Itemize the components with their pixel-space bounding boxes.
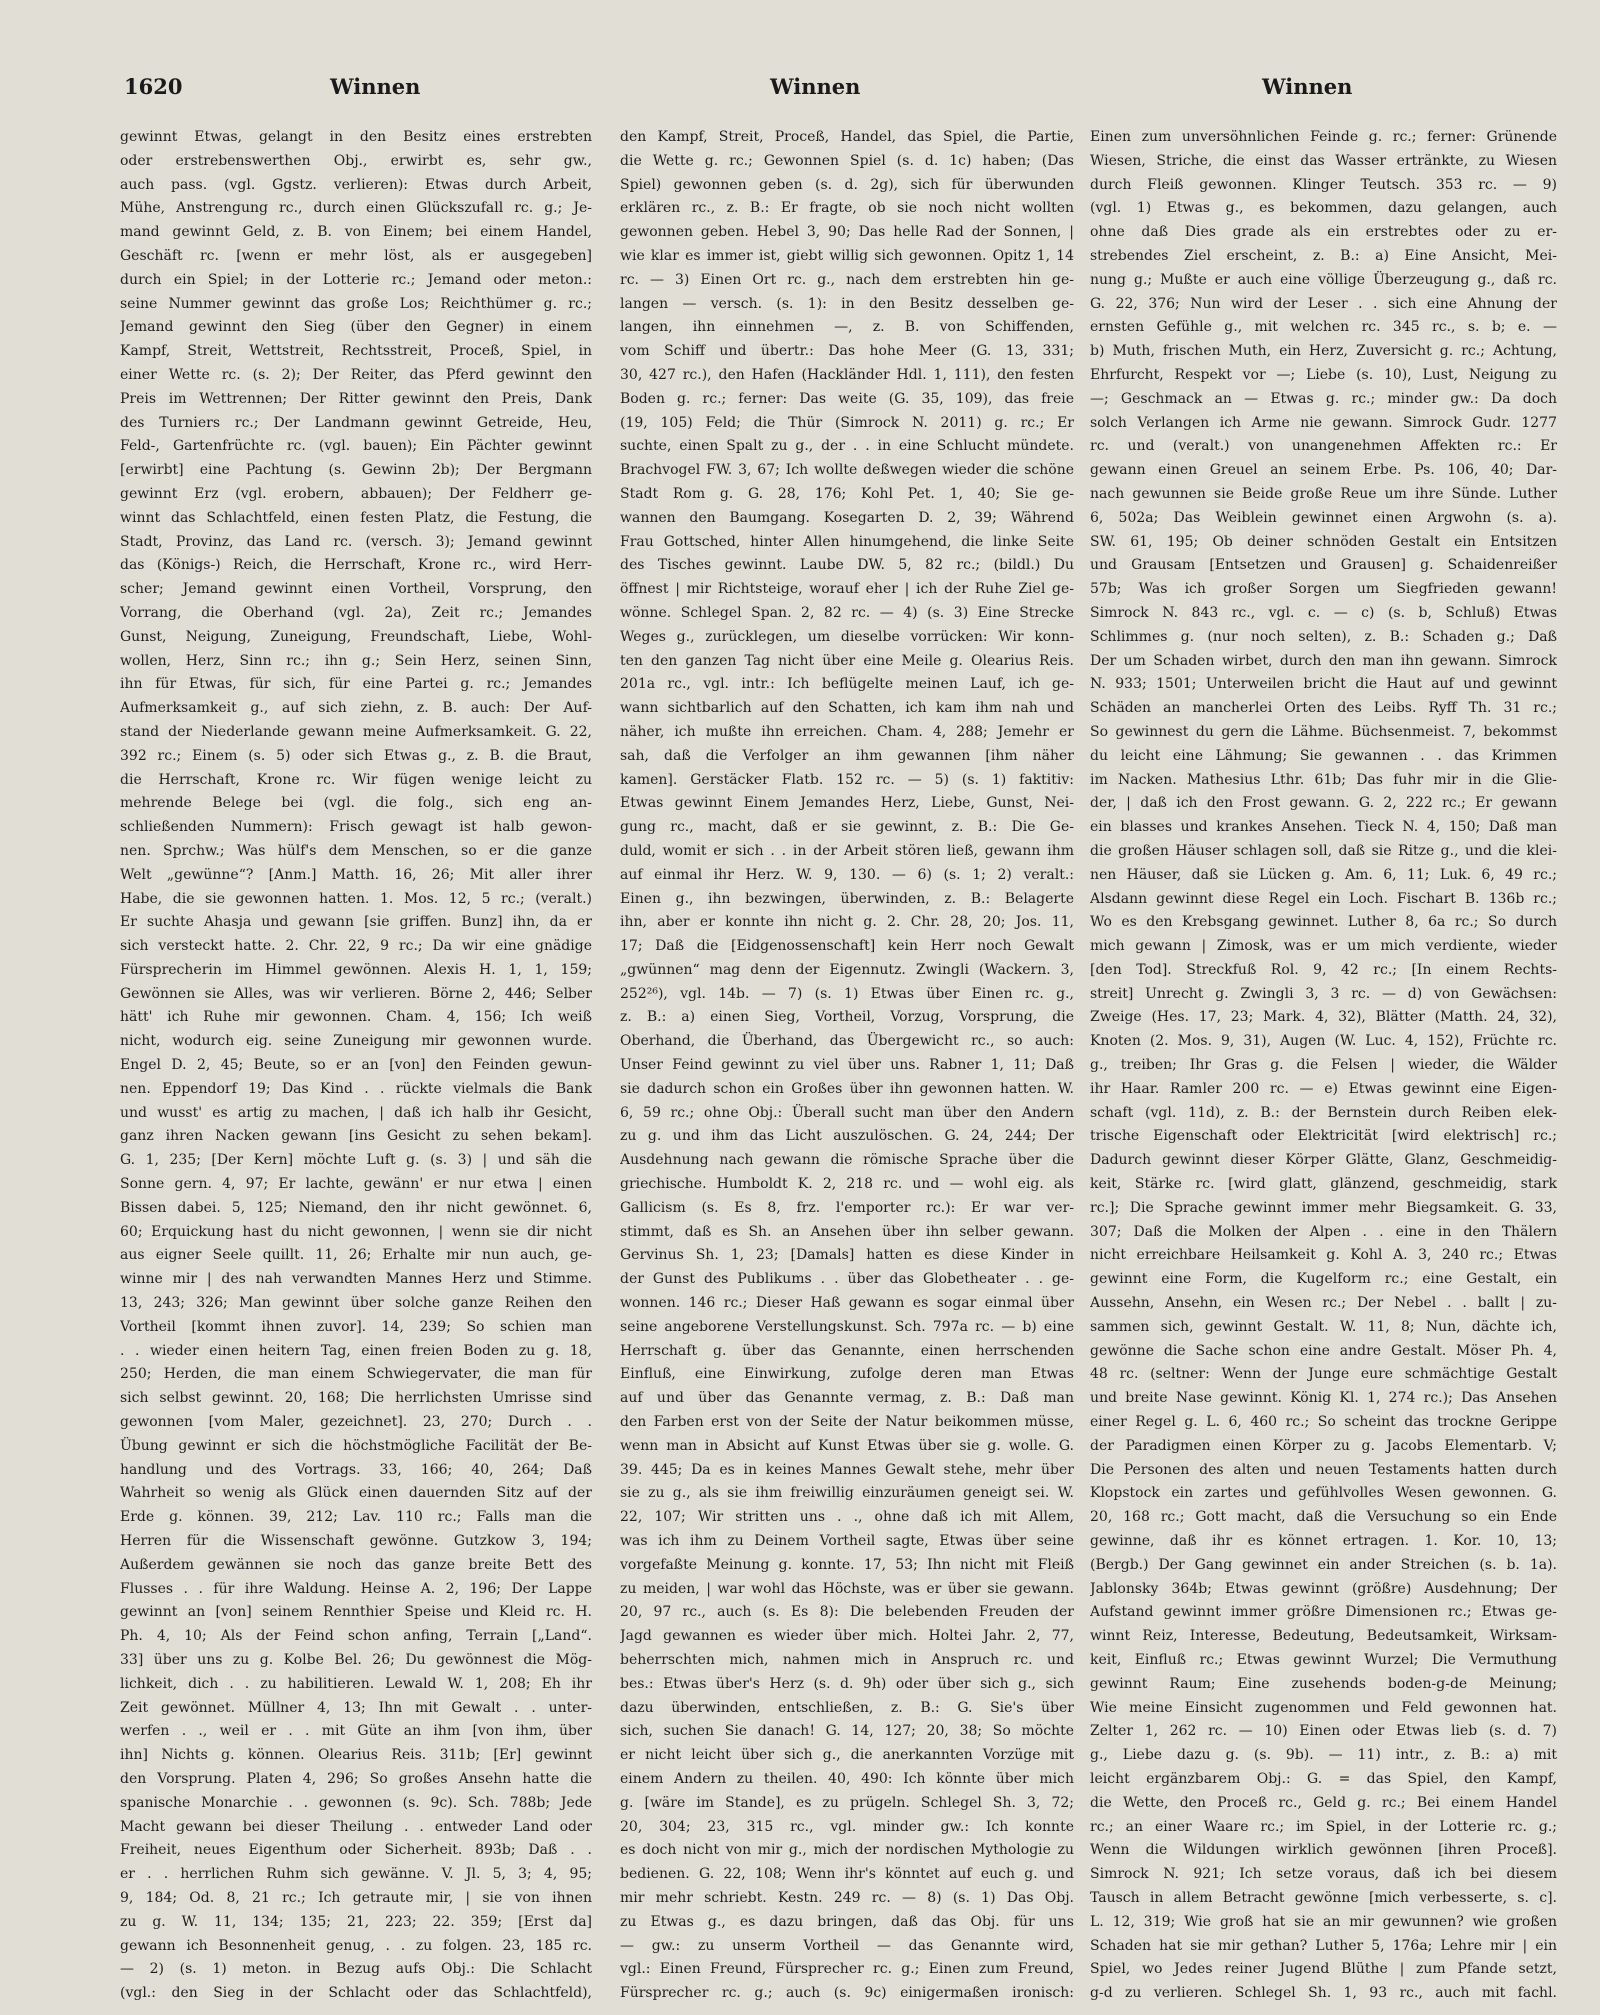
text-line: schließenden Nummern): Frisch gewagt ist halb gewon- [120,819,592,836]
text-line: zu Etwas g., es dazu bringen, daß das Obj. für uns [620,1913,1074,1930]
text-line: vgl.: Einen Freund, Fürsprecher rc. g.; Einen zum Freund, [620,1961,1074,1978]
text-line: Fürsprecherin im Himmel gewönnen. Alexis H. 1, 1, 159; [120,961,592,978]
text-line: nicht, wodurch eig. seine Zuneigung mir gewonnen wurde. [120,1033,592,1050]
text-line: zu g. und ihm das Licht auszulöschen. G. 24, 244; Der [620,1128,1074,1145]
text-line: er . . herrlichen Ruhm sich gewänne. V. Jl. 5, 3; 4, 95; [120,1866,592,1883]
text-line: wollen, Herz, Sinn rc.; ihn g.; Sein Herz, seinen Sinn, [120,652,592,669]
text-line: Jemand gewinnt den Sieg (über den Gegner) in einem [120,319,592,336]
text-line: ein blasses und krankes Ansehen. Tieck N. 4, 150; Daß man [1090,819,1557,836]
text-line: Zweige (Hes. 17, 23; Mark. 4, 32), Blätter (Matth. 24, 32), [1090,1009,1557,1026]
text-line: Gunst, Neigung, Zuneigung, Freundschaft, Liebe, Wohl- [120,628,592,645]
text-line: handlung und des Vortrags. 33, 166; 40, 264; Daß [120,1461,592,1478]
text-line: aus eigner Seele quillt. 11, 26; Erhalte mir nun auch, ge- [120,1247,592,1264]
text-line: lichkeit, dich . . zu habilitieren. Lewald W. 1, 208; Eh ihr [120,1675,592,1692]
text-line: Sonne gern. 4, 97; Er lachte, gewänn' er nur etwa | einen [120,1176,592,1193]
text-line: stand der Niederlande gewann meine Aufmerksamkeit. G. 22, [120,723,592,740]
text-line: Schlimmes g. (nur noch selten), z. B.: Schaden g.; Daß [1090,628,1557,645]
text-line: Ehrfurcht, Respekt vor —; Liebe (s. 10), Lust, Neigung zu [1090,366,1557,383]
text-line: Macht gewann bei dieser Theilung . . entweder Land oder [120,1818,592,1835]
text-line: So gewinnest du gern die Lähme. Büchsenmeist. 7, bekommst [1090,723,1557,740]
text-line: trische Eigenschaft oder Elektricität [wird elektrisch] rc.; [1090,1128,1557,1145]
text-line: sah, daß die Verfolger an ihm gewannen [ihm näher [620,747,1074,764]
text-line: solch Verlangen ich Arme nie gewann. Simrock Gudr. 1277 [1090,414,1557,431]
text-line: Flusses . . für ihre Waldung. Heinse A. 2, 196; Der Lappe [120,1580,592,1597]
text-line: keit, Einfluß rc.; Etwas gewinnt Wurzel; Die Vermuthung [1090,1652,1557,1668]
text-line: und wusst' es artig zu machen, | daß ich halb ihr Gesicht, [120,1104,592,1121]
text-line: ihn] Nichts g. können. Olearius Reis. 311b; [Er] gewinnt [120,1747,592,1764]
text-line: b) Muth, frischen Muth, ein Herz, Zuversicht g. rc.; Achtung, [1090,343,1557,360]
text-line: Wo es den Krebsgang gewinnet. Luther 8, 6a rc.; So durch [1090,914,1557,931]
text-line: 9, 184; Od. 8, 21 rc.; Ich getraute mir, | sie von ihnen [120,1889,592,1906]
text-line: Wahrheit so wenig als Glück einen dauernden Sitz auf der [120,1485,592,1502]
text-line: Vorrang, die Oberhand (vgl. 2a), Zeit rc.; Jemandes [120,604,592,621]
text-line: wann sichtbarlich auf den Schatten, ich kam ihm nah und [620,700,1074,717]
text-line: 6, 59 rc.; ohne Obj.: Überall sucht man über den Andern [620,1104,1074,1121]
text-line: Schaden hat sie mir gethan? Luther 5, 176a; Lehre mir | ein [1090,1937,1557,1954]
text-line: g., Liebe dazu g. (s. 9b). — 11) intr., z. B.: a) mit [1090,1747,1557,1764]
text-line: Stadt, Provinz, das Land rc. (versch. 3); Jemand gewinnt [120,533,592,550]
text-line: nung g.; Mußte er auch eine völlige Überzeugung g., daß rc. [1090,271,1557,288]
text-line: Preis im Wettrennen; Der Ritter gewinnt den Preis, Dank [120,390,592,407]
text-line: Gewönnen sie Alles, was wir verlieren. Börne 2, 446; Selber [120,985,592,1002]
text-line: öffnest | mir Richtsteige, worauf eher | ich der Ruhe Ziel ge- [620,581,1074,598]
text-line: Spiel, wo Jedes reiner Jugend Blüthe | zum Pfande setzt, [1090,1961,1557,1978]
text-line: auch pass. (vgl. Ggstz. verlieren): Etwas durch Arbeit, [120,176,592,193]
text-line: schaft (vgl. 11d), z. B.: der Bernstein durch Reiben elek- [1090,1104,1557,1121]
text-line: Ausdehnung nach gewann die römische Sprache über die [620,1152,1074,1169]
text-line: den Vorsprung. Platen 4, 296; So großes Ansehn hatte die [120,1770,592,1787]
text-line: Klopstock ein zartes und gefühlvolles Wesen gewonnen. G. [1090,1485,1557,1502]
text-line: gewann einen Greuel an seinem Erbe. Ps. 106, 40; Dar- [1090,462,1557,479]
text-line: ihn für Etwas, für sich, für eine Partei g. rc.; Jemandes [120,676,592,693]
text-line: 22, 107; Wir stritten uns . ., ohne daß ich mit Allem, [620,1509,1074,1526]
text-line: Erde g. können. 39, 212; Lav. 110 rc.; Falls man die [120,1509,592,1526]
text-line: nen. Eppendorf 19; Das Kind . . rückte vielmals die Bank [120,1080,592,1097]
text-line: Zeit gewönnet. Müllner 4, 13; Ihn mit Gewalt . . unter- [120,1699,592,1716]
text-line: Vortheil [kommt ihnen zuvor]. 14, 239; So schien man [120,1318,592,1335]
running-head-right: Winnen [1262,74,1353,99]
text-line: Frau Gottsched, hinter Allen hinumgehend, die linke Seite [620,533,1074,550]
text-line: Tausch in allem Betracht gewönne [mich verbesserte, s. c]. [1090,1889,1557,1906]
text-line: gung rc., macht, daß er sie gewinnt, z. B.: Die Ge- [620,819,1074,836]
text-line: du leicht eine Lähmung; Sie gewannen . . das Krimmen [1090,747,1557,764]
text-line: die Wette, den Proceß rc., Geld g. rc.; Bei einem Handel [1090,1794,1557,1811]
text-line: beherrschten mich, nahmen mich in Anspruch rc. und [620,1652,1074,1668]
text-line: gewinnt an [von] seinem Rennthier Speise und Kleid rc. H. [120,1604,592,1621]
text-line: Gervinus Sh. 1, 23; [Damals] hatten es diese Kinder in [620,1247,1074,1264]
text-line: mehrende Belege bei (vgl. die folg., sich eng an- [120,795,592,812]
text-line: zu g. W. 11, 134; 135; 21, 223; 22. 359; [Erst da] [120,1913,592,1930]
text-line: Einen zum unversöhnlichen Feinde g. rc.; ferner: Grünende [1090,129,1557,145]
text-line: gewann ich Besonnenheit genug, . . zu folgen. 23, 185 rc. [120,1937,592,1954]
text-line: einem Andern zu theilen. 40, 490: Ich könnte über mich [620,1770,1074,1787]
text-line: „gwünnen“ mag denn der Eigennutz. Zwingli (Wackern. 3, [620,961,1074,978]
text-line: kamen]. Gerstäcker Flatb. 152 rc. — 5) (s. 1) faktitiv: [620,771,1074,788]
text-line: Wiesen, Striche, die einst das Wasser ertränkte, zu Wiesen [1090,152,1557,169]
text-line: oder erstrebenswerthen Obj., erwirbt es, sehr gw., [120,152,592,169]
text-line: Aussehn, Ansehn, ein Wesen rc.; Der Nebel . . ballt | zu- [1090,1295,1557,1312]
text-line: Die Personen des alten und neuen Testaments hatten durch [1090,1461,1557,1478]
page-number: 1620 [124,74,183,99]
text-line: griechische. Humboldt K. 2, 218 rc. und — wohl eig. als [620,1176,1074,1193]
text-line: der, | daß ich den Frost gewann. G. 2, 222 rc.; Er gewann [1090,795,1557,812]
text-line: nicht erreichbare Heilsamkeit g. Kohl A. 3, 240 rc.; Etwas [1090,1247,1557,1264]
text-line: Wenn die Wildungen wirklich gewönnen [ihren Proceß]. [1090,1842,1557,1859]
text-line: streit] Unrecht g. Zwingli 3, 3 rc. — d) von Gewächsen: [1090,985,1557,1002]
text-line: im Nacken. Mathesius Lthr. 61b; Das fuhr mir in die Glie- [1090,771,1557,788]
text-line: sammen sich, gewinnt Gestalt. W. 11, 8; Nun, dächte ich, [1090,1318,1557,1335]
text-line: L. 12, 319; Wie groß hat sie an mir gewunnen? wie großen [1090,1913,1557,1930]
text-line: 307; Daß die Molken der Alpen . . eine in den Thälern [1090,1223,1557,1240]
text-line: Knoten (2. Mos. 9, 31), Augen (W. Luc. 4, 152), Früchte rc. [1090,1033,1557,1050]
text-line: 57b; Was ich großer Sorgen um Siegfrieden gewann! [1090,581,1557,598]
running-head-center: Winnen [770,74,861,99]
text-line: er nicht leicht über sich g., die anerkannten Vorzüge mit [620,1747,1074,1764]
text-line: [den Tod]. Streckfuß Rol. 9, 42 rc.; [In einem Rechts- [1090,961,1557,978]
text-line: Gallicism (s. Es 8, frz. l'emporter rc.): Er war ver- [620,1199,1074,1216]
text-line: der Gunst des Publikums . . über das Globetheater . . ge- [620,1271,1074,1288]
text-line: leicht ergänzbarem Obj.: G. = das Spiel, den Kampf, [1090,1770,1557,1787]
text-line: G. 22, 376; Nun wird der Leser . . sich eine Ahnung der [1090,295,1557,312]
text-line: gewinnt Etwas, gelangt in den Besitz eines erstrebten [120,129,592,145]
text-line: g. [wäre im Stande], es zu prügeln. Schlegel Sh. 3, 72; [620,1794,1074,1811]
text-line: näher, ich mußte ihn erreichen. Cham. 4, 288; Jemehr er [620,723,1074,740]
text-line: seine angeborene Verstellungskunst. Sch. 797a rc. — b) eine [620,1318,1074,1335]
text-line: 17; Daß die [Eidgenossenschaft] kein Herr noch Gewalt [620,938,1074,955]
text-line: Herren für die Wissenschaft gewönne. Gutzkow 3, 194; [120,1533,592,1550]
text-line: gewinne, daß ihr es könnet ertragen. 1. Kor. 10, 13; [1090,1533,1557,1550]
text-line: Einen g., ihn bezwingen, überwinden, z. B.: Belagerte [620,890,1074,907]
text-line: gewinnt Erz (vgl. erobern, abbauen); Der Feldherr ge- [120,485,592,502]
text-line: Feld-, Gartenfrüchte rc. (vgl. bauen); Ein Pächter gewinnt [120,438,592,455]
text-line: wannen den Baumgang. Kosegarten D. 2, 39; Während [620,509,1074,526]
column-2 [620,126,1074,2006]
text-line: [erwirbt] eine Pachtung (s. Gewinn 2b); Der Bergmann [120,462,592,479]
text-line: dazu überwinden, entschließen, z. B.: G. Sie's über [620,1699,1074,1716]
text-line: sie dadurch schon ein Großes über ihn gewonnen hatten. W. [620,1080,1074,1097]
text-line: — gw.: zu unserm Vortheil — das Genannte wird, [620,1937,1074,1954]
text-line: sich, suchen Sie danach! G. 14, 127; 20, 38; So möchte [620,1723,1074,1740]
text-line: Jagd gewannen es wieder über mich. Holtei Jahr. 2, 77, [620,1628,1074,1645]
text-line: 20, 97 rc., auch (s. Es 8): Die belebenden Freuden der [620,1604,1074,1621]
text-line: gewinnt eine Form, die Kugelform rc.; eine Gestalt, ein [1090,1271,1557,1288]
text-line: die Herrschaft, Krone rc. Wir fügen wenige leicht zu [120,771,592,788]
text-line: die Wette g. rc.; Gewonnen Spiel (s. d. 1c) haben; (Das [620,152,1074,169]
text-line: Fürsprecher rc. g.; auch (s. 9c) einigermaßen ironisch: [620,1985,1074,2002]
text-line: auf und über das Genannte vermag, z. B.: Daß man [620,1390,1074,1407]
text-line: Aufmerksamkeit g., auf sich ziehn, z. B. auch: Der Auf- [120,700,592,717]
text-line: Freiheit, neues Eigenthum oder Sicherheit. 893b; Daß . . [120,1842,592,1859]
text-line: den Farben erst von der Seite der Natur beikommen müsse, [620,1414,1074,1431]
text-line: Bissen dabei. 5, 125; Niemand, den ihr nicht gewönnet. 6, [120,1199,592,1216]
text-line: Jablonsky 364b; Etwas gewinnt (größre) Ausdehnung; Der [1090,1580,1557,1597]
text-line: einer Wette rc. (s. 2); Der Reiter, das Pferd gewinnt den [120,366,592,383]
text-line: Alsdann gewinnt diese Regel ein Loch. Fischart B. 136b rc.; [1090,890,1557,907]
text-line: Weges g., zurücklegen, um dieselbe vorrücken: Wir konn- [620,628,1074,645]
text-line: vorgefaßte Meinung g. konnte. 17, 53; Ihn nicht mit Fleiß [620,1556,1074,1573]
text-line: wönne. Schlegel Span. 2, 82 rc. — 4) (s. 3) Eine Strecke [620,604,1074,621]
text-line: Simrock N. 921; Ich setze voraus, daß ich bei diesem [1090,1866,1557,1883]
text-line: 39. 445; Da es in keines Mannes Gewalt stehe, mehr über [620,1461,1074,1478]
text-line: werfen . ., weil er . . mit Güte an ihm [von ihm, über [120,1723,592,1740]
text-line: rc. und (veralt.) von unangenehmen Affekten rc.: Er [1090,438,1557,455]
text-line: vom Schiff und übertr.: Das hohe Meer (G. 13, 331; [620,343,1074,360]
text-line: Schäden an mancherlei Orten des Leibs. Ryff Th. 31 rc.; [1090,700,1557,717]
text-line: des Turniers rc.; Der Landmann gewinnt Getreide, Heu, [120,414,592,431]
text-line: bedienen. G. 22, 108; Wenn ihr's könntet auf euch g. und [620,1866,1074,1883]
text-line: 6, 502a; Das Weiblein gewinnet einen Argwohn (s. a). [1090,509,1557,526]
text-line: Außerdem gewännen sie noch das ganze breite Bett des [120,1556,592,1573]
text-line: Wie meine Einsicht zugenommen und Feld gewonnen hat. [1090,1699,1557,1716]
text-line: 20, 168 rc.; Gott macht, daß die Versuchung so ein Ende [1090,1509,1557,1526]
text-line: duld, womit er sich . . in der Arbeit stören ließ, gewann ihm [620,842,1074,859]
text-line: Engel D. 2, 45; Beute, so er an [von] den Feinden gewun- [120,1057,592,1074]
text-line: und Grausam [Entsetzen und Grausen] g. Schaidenreißer [1090,557,1557,574]
text-line: auf einmal ihr Herz. W. 9, 130. — 6) (s. 1; 2) veralt.: [620,866,1074,883]
text-line: (Bergb.) Der Gang gewinnet ein ander Streichen (s. b. 1a). [1090,1556,1557,1573]
text-line: (vgl. 1) Etwas g., es bekommen, dazu gelangen, auch [1090,200,1557,217]
text-line: gewonnen geben. Hebel 3, 90; Das helle Rad der Sonnen, | [620,224,1074,241]
text-line: 250; Herden, die man einem Schwiegervater, die man für [120,1366,592,1383]
text-line: 20, 304; 23, 315 rc., vgl. minder gw.: Ich konnte [620,1818,1074,1835]
text-line: . . wieder einen heitern Tag, einen freien Boden zu g. 18, [120,1342,592,1359]
text-line: Der um Schaden wirbet, durch den man ihn gewann. Simrock [1090,652,1557,669]
text-line: winnt Reiz, Interesse, Bedeutung, Bedeutsamkeit, Wirksam- [1090,1628,1557,1645]
text-line: mand gewinnt Geld, z. B. von Einem; bei einem Handel, [120,224,592,241]
text-line: wie klar es immer ist, giebt willig sich gewonnen. Opitz 1, 14 [620,247,1074,264]
text-line: (19, 105) Feld; die Thür (Simrock N. 2011) g. rc.; Er [620,414,1074,431]
text-line: Aufstand gewinnt immer größre Dimensionen rc.; Etwas ge- [1090,1604,1557,1621]
text-line: Einfluß, eine Einwirkung, zufolge deren man Etwas [620,1366,1074,1383]
text-line: bes.: Etwas über's Herz (s. d. 9h) oder über sich g., sich [620,1675,1074,1692]
text-line: Welt „gewünne“? [Anm.] Matth. 16, 26; Mit aller ihrer [120,866,592,883]
text-line: Simrock N. 843 rc., vgl. c. — c) (s. b, Schluß) Etwas [1090,604,1557,621]
text-line: ten den ganzen Tag nicht über eine Meile g. Olearius Reis. [620,652,1074,669]
text-line: Stadt Rom g. G. 28, 176; Kohl Pet. 1, 40; Sie ge- [620,485,1074,502]
text-line: gewönne die Sache schon eine andre Gestalt. Möser Ph. 4, [1090,1342,1557,1359]
text-line: Übung gewinnt er sich die höchstmögliche Facilität der Be- [120,1437,592,1454]
text-line: 201a rc., vgl. intr.: Ich beflügelte meinen Lauf, ich ge- [620,676,1074,693]
text-line: — 2) (s. 1) meton. in Bezug aufs Obj.: Die Schlacht [120,1961,592,1978]
text-line: Spiel) gewonnen geben (s. d. 2g), sich für überwunden [620,176,1074,193]
text-line: N. 933; 1501; Unterweilen bricht die Haut auf und gewinnt [1090,676,1557,693]
text-line: wonnen. 146 rc.; Dieser Haß gewann es sogar einmal über [620,1295,1074,1312]
text-line: scher; Jemand gewinnt einen Vortheil, Vorsprung, den [120,581,592,598]
text-line: 13, 243; 326; Man gewinnt über solche ganze Reihen den [120,1295,592,1312]
text-line: der Paradigmen einen Körper zu g. Jacobs Elementarb. V; [1090,1437,1557,1454]
text-line: Oberhand, die Überhand, das Übergewicht rc., so auch: [620,1033,1074,1050]
text-line: des Tisches gewinnt. Laube DW. 5, 82 rc.; (bildl.) Du [620,557,1074,574]
text-line: langen, ihn einnehmen —, z. B. von Schiffenden, [620,319,1074,336]
text-line: sich versteckt hatte. 2. Chr. 22, 9 rc.; Da wir eine gnädige [120,938,592,955]
text-line: zu meiden, | war wohl das Höchste, was er über sie gewann. [620,1580,1074,1597]
text-line: Er suchte Ahasja und gewann [sie griffen. Bunz] ihn, da er [120,914,592,931]
text-line: Zelter 1, 262 rc. — 10) Einen oder Etwas lieb (s. d. 7) [1090,1723,1557,1740]
text-line: seine Nummer gewinnt das große Los; Reichthümer g. rc.; [120,295,592,312]
text-line: Etwas gewinnt Einem Jemandes Herz, Liebe, Gunst, Nei- [620,795,1074,812]
text-line: sich selbst gewinnt. 20, 168; Die herrlichsten Umrisse sind [120,1390,592,1407]
text-line: spanische Monarchie . . gewonnen (s. 9c). Sch. 788b; Jede [120,1794,592,1811]
text-line: ernsten Gefühle g., mit welchen rc. 345 rc., s. b; e. — [1090,319,1557,336]
text-line: rc.]; Die Sprache gewinnt immer mehr Biegsamkeit. G. 33, [1090,1199,1557,1216]
text-line: g., treiben; Ihr Gras g. die Felsen | wieder, die Wälder [1090,1057,1557,1074]
text-line: gewonnen [vom Maler, gezeichnet]. 23, 270; Durch . . [120,1414,592,1431]
text-line: Mühe, Anstrengung rc., durch einen Glückszufall rc. g.; Je- [120,200,592,217]
text-line: ohne daß Dies grade als ein erstrebtes oder zu er- [1090,224,1557,241]
text-line: wenn man in Absicht auf Kunst Etwas über sie g. wolle. G. [620,1437,1074,1454]
text-line: winne mir | des nah verwandten Mannes Herz und Stimme. [120,1271,592,1288]
text-line: Unser Feind gewinnt zu viel über uns. Rabner 1, 11; Daß [620,1057,1074,1074]
text-line: Herrschaft g. über das Genannte, einen herrschenden [620,1342,1074,1359]
column-1 [120,126,592,2006]
text-line: durch Fleiß gewonnen. Klinger Teutsch. 353 rc. — 9) [1090,176,1557,193]
text-line: z. B.: a) einen Sieg, Vortheil, Vorzug, Vorsprung, die [620,1009,1074,1026]
text-line: nen Häuser, daß sie Lücken g. Am. 6, 11; Luk. 6, 49 rc.; [1090,866,1557,883]
text-line: 252²⁶), vgl. 14b. — 7) (s. 1) Etwas über Einen rc. g., [620,985,1074,1002]
text-line: strebendes Ziel erscheint, z. B.: a) Eine Ansicht, Mei- [1090,247,1557,264]
text-line: sie zu g., als sie ihm freiwillig einzuräumen geneigt sei. W. [620,1485,1074,1502]
text-line: Boden g. rc.; ferner: Das weite (G. 35, 109), das freie [620,390,1074,407]
text-line: g-d zu verlieren. Schlegel Sh. 1, 93 rc., auch mit fachl. [1090,1985,1557,2002]
text-line: —; Geschmack an — Etwas g. rc.; minder gw.: Da doch [1090,390,1557,407]
text-line: was ich ihm zu Deinem Vortheil sagte, Etwas über seine [620,1533,1074,1550]
text-line: 48 rc. (seltner: Wenn der Junge eure schmächtige Gestalt [1090,1366,1557,1383]
text-line: und breite Nase gewinnt. König Kl. 1, 274 rc.); Das Ansehen [1090,1390,1557,1407]
text-line: 33] über uns zu g. Kolbe Bel. 26; Du gewönnest die Mög- [120,1652,592,1668]
text-line: keit, Stärke rc. [wird glatt, glänzend, geschmeidig, stark [1090,1176,1557,1193]
text-line: rc.; an einer Waare rc.; im Spiel, in der Lotterie rc. g.; [1090,1818,1557,1835]
text-line: mir mehr schriebt. Kestn. 249 rc. — 8) (s. 1) Das Obj. [620,1889,1074,1906]
text-line: Dadurch gewinnt dieser Körper Glätte, Glanz, Geschmeidig- [1090,1152,1557,1169]
text-line: durch ein Spiel; in der Lotterie rc.; Jemand oder meton.: [120,271,592,288]
text-line: langen — versch. (s. 1): in den Besitz desselben ge- [620,295,1074,312]
text-line: gewinnt Raum; Eine zusehends boden-g-de Meinung; [1090,1675,1557,1692]
text-line: rc. — 3) Einen Ort rc. g., nach dem erstrebten hin ge- [620,271,1074,288]
text-line: Brachvogel FW. 3, 67; Ich wollte deßwegen wieder die schöne [620,462,1074,479]
text-line: einer Regel g. L. 6, 460 rc.; So scheint das trockne Gerippe [1090,1414,1557,1431]
text-line: 392 rc.; Einem (s. 5) oder sich Etwas g., z. B. die Braut, [120,747,592,764]
text-line: G. 1, 235; [Der Kern] möchte Luft g. (s. 3) | und säh die [120,1152,592,1169]
text-line: ganz ihren Nacken gewann [ins Gesicht zu sehen bekam]. [120,1128,592,1145]
text-line: nen. Sprchw.; Was hülf's dem Menschen, so er die ganze [120,842,592,859]
text-line: mich gewann | Zimosk, was er um mich verdiente, wieder [1090,938,1557,955]
text-line: SW. 61, 195; Ob deiner schnöden Gestalt ein Entsitzen [1090,533,1557,550]
text-line: hätt' ich Ruhe mir gewonnen. Cham. 4, 156; Ich weiß [120,1009,592,1026]
text-line: den Kampf, Streit, Proceß, Handel, das Spiel, die Partie, [620,129,1074,145]
running-head-left: Winnen [330,74,421,99]
text-line: stimmt, daß es Sh. an Ansehen über ihn selber gewann. [620,1223,1074,1240]
column-3 [1090,126,1557,2006]
text-line: Habe, die sie gewonnen hatten. 1. Mos. 12, 5 rc.; (veralt.) [120,890,592,907]
text-line: es doch nicht von mir g., mich der nordischen Mythologie zu [620,1842,1074,1859]
text-line: Ph. 4, 10; Als der Feind schon anfing, Terrain [„Land“. [120,1628,592,1645]
text-line: die großen Häuser schlagen soll, daß sie Ritze g., und die klei- [1090,842,1557,859]
text-line: 60; Erquickung hast du nicht gewonnen, | wenn sie dir nicht [120,1223,592,1240]
text-line: ihn, aber er konnte ihn nicht g. 2. Chr. 28, 20; Jos. 11, [620,914,1074,931]
text-line: ihr Haar. Ramler 200 rc. — e) Etwas gewinnt eine Eigen- [1090,1080,1557,1097]
text-line: erklären rc., z. B.: Er fragte, ob sie noch nicht wollten [620,200,1074,217]
text-line: Geschäft rc. [wenn er mehr löst, als er ausgegeben] [120,247,592,264]
text-line: 30, 427 rc.), den Hafen (Hackländer Hdl. 1, 111), den festen [620,366,1074,383]
text-line: Kampf, Streit, Wettstreit, Rechtsstreit, Proceß, Spiel, in [120,343,592,360]
text-line: das (Königs-) Reich, die Herrschaft, Krone rc., wird Herr- [120,557,592,574]
text-line: (vgl.: den Sieg in der Schlacht oder das Schlachtfeld), [120,1985,592,2002]
text-line: suchte, einen Spalt zu g., der . . in eine Schlucht mündete. [620,438,1074,455]
text-line: nach gewunnen sie Beide große Reue um ihre Sünde. Luther [1090,485,1557,502]
text-line: winnt das Schlachtfeld, einen festen Platz, die Festung, die [120,509,592,526]
